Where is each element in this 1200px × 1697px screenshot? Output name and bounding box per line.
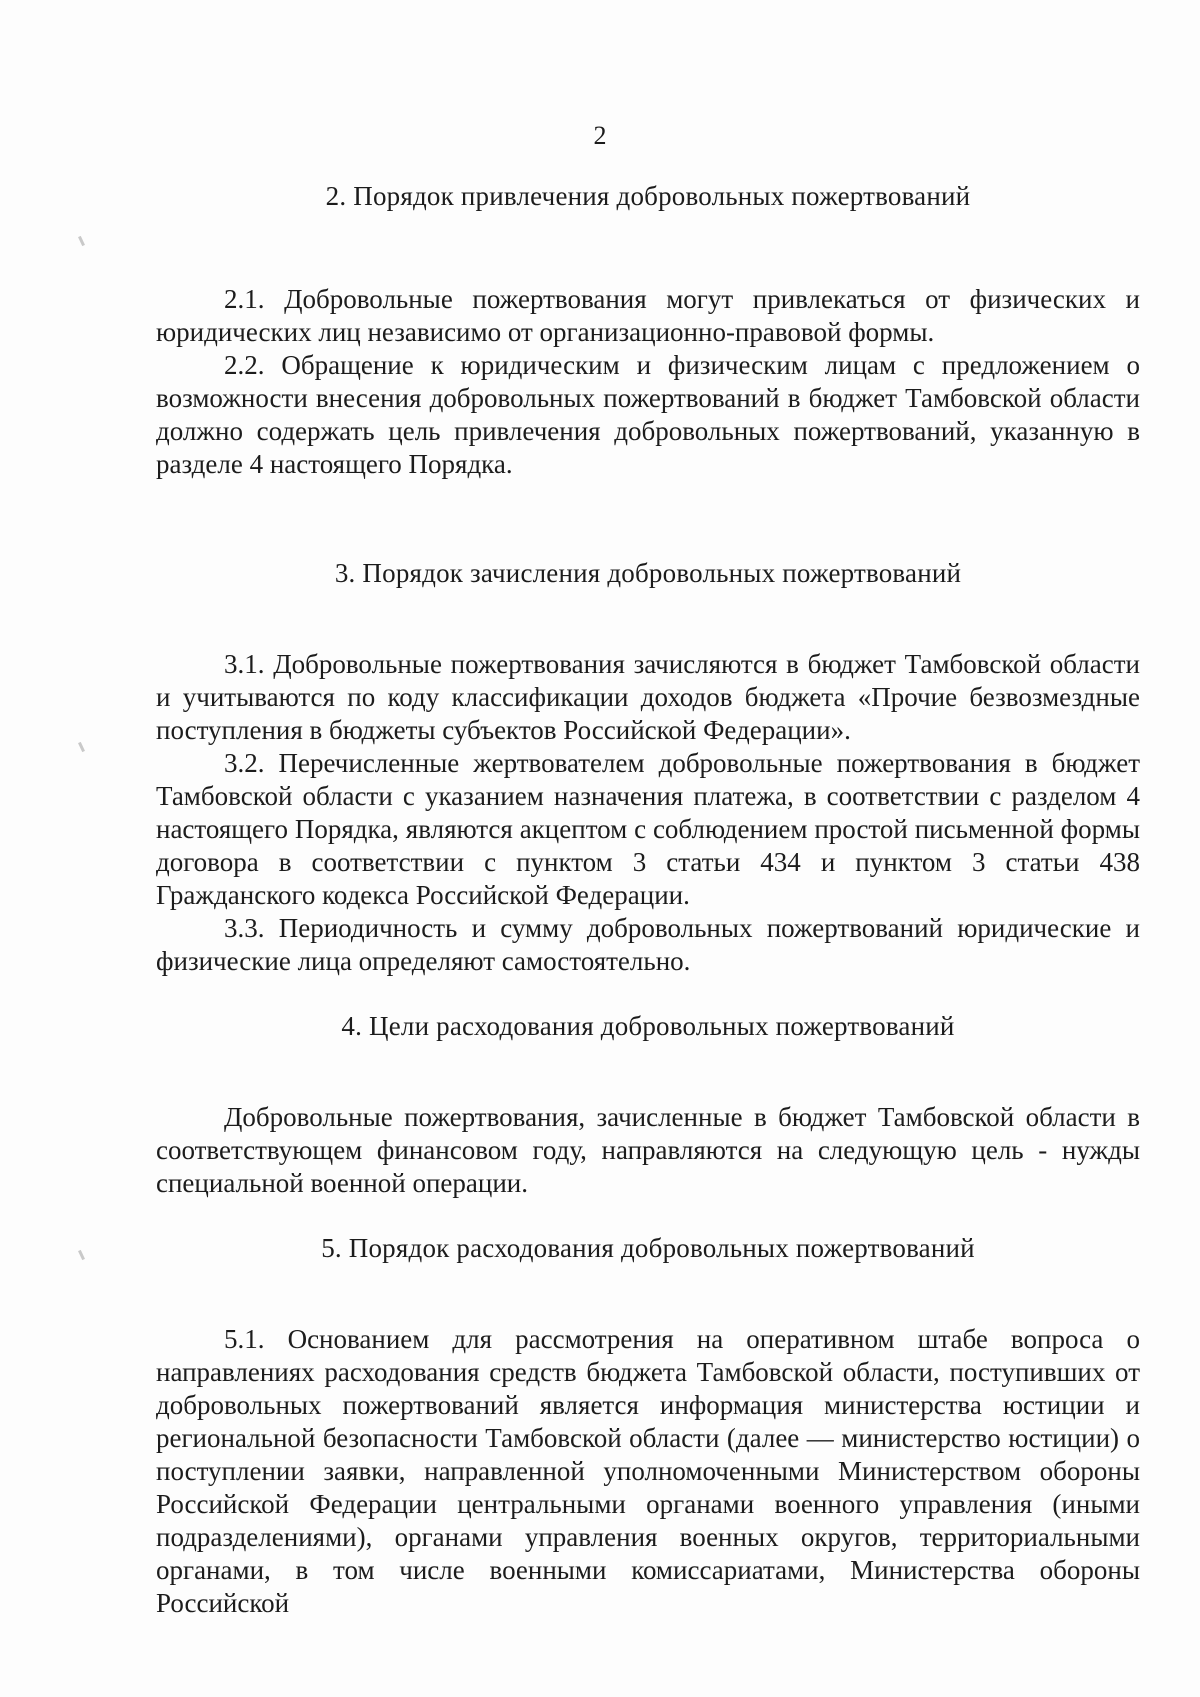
document-body [156,180,1140,1620]
paragraph: 3.3. Периодичность и сумму добровольных пожертвований юридические и физические лица определяют самостоятельно. [156,913,1140,976]
scan-artifact [78,236,85,246]
section-title: 3. Порядок зачисления добровольных пожертвований [334,558,962,588]
section-title: 5. Порядок расходования добровольных пожертвований [321,1233,975,1263]
section-2 [156,180,1140,481]
scan-artifact [78,742,85,752]
paragraph: 2.1. Добровольные пожертвования могут привлекаться от физических и юридических лиц независимо от организационно-правовой формы. [156,284,1140,347]
section-title: 2. Порядок привлечения добровольных пожертвований [325,181,971,211]
section-4 [156,1010,1140,1200]
page-number: 2 [593,121,607,150]
section-3 [156,557,1140,978]
paragraph: 2.2. Обращение к юридическим и физическим лицам с предложением о возможности внесения добровольных пожертвований в бюджет Тамбовской области должно содержать цель привлечения добровольных пожертвований, указанную в разделе 4 настоящего Порядка. [156,350,1140,479]
section-5 [156,1232,1140,1620]
paragraph: 5.1. Основанием для рассмотрения на оперативном штабе вопроса о направлениях расходования средств бюджета Тамбовской области, поступивших от добровольных пожертвований является информация министерства юстиции и региональной безопасности Тамбовской области (далее — министерство юстиции) о поступлении заявки, направленной уполномоченными Министерством обороны Российской Федерации центральными органами военного управления (иными подразделениями), органами управления военных округов, территориальными органами, в том числе военными комиссариатами, Министерства обороны Российской [156,1324,1140,1618]
paragraph: 3.1. Добровольные пожертвования зачисляются в бюджет Тамбовской области и учитываются по коду классификации доходов бюджета «Прочие безвозмездные поступления в бюджеты субъектов Российской Федерации». [156,649,1140,745]
paragraph: Добровольные пожертвования, зачисленные в бюджет Тамбовской области в соответствующем финансовом году, направляются на следующую цель - нужды специальной военной операции. [156,1102,1140,1198]
scan-artifact [78,1250,85,1260]
paragraph: 3.2. Перечисленные жертвователем добровольные пожертвования в бюджет Тамбовской области с указанием назначения платежа, в соответствии с разделом 4 настоящего Порядка, являются акцептом с соблюдением простой письменной формы договора в соответствии с пунктом 3 статьи 434 и пунктом 3 статьи 438 Гражданского кодекса Российской Федерации. [156,748,1140,910]
section-title: 4. Цели расходования добровольных пожертвований [341,1011,955,1041]
